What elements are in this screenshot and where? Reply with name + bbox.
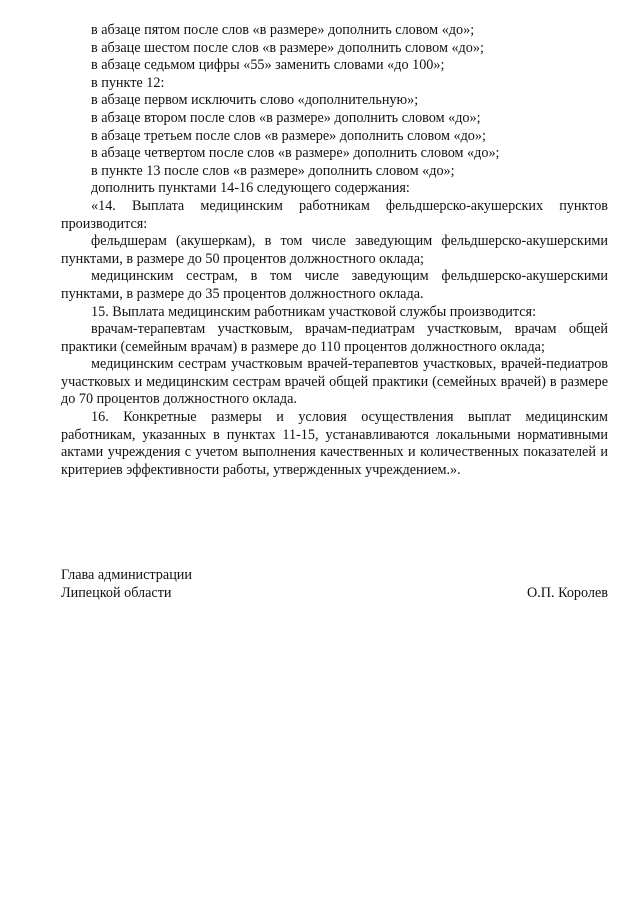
paragraph-10: дополнить пунктами 14-16 следующего содержания: xyxy=(91,180,410,197)
paragraph-4: в пункте 12: xyxy=(91,74,165,91)
paragraph-15: врачам-терапевтам участковым, врачам-педиатрам участковым, врачам общей практики (семейным врачам) в размере до 110 процентов должностного оклада; xyxy=(61,321,608,355)
signatory-title-line2: Липецкой области xyxy=(61,584,172,601)
paragraph-5: в абзаце первом исключить слово «дополнительную»; xyxy=(91,92,419,109)
document-body xyxy=(61,22,608,479)
paragraph-17: 16. Конкретные размеры и условия осуществления выплат медицинским работникам, указанных в пунктах 11-15, устанавливаются локальными нормативными актами учреждения с учетом выполнения качественных и количественных показателей и критериев эффективности работы, утвержденных учреждением.». xyxy=(61,409,608,478)
paragraph-8: в абзаце четвертом после слов «в размере» дополнить словом «до»; xyxy=(91,145,500,162)
paragraph-2: в абзаце шестом после слов «в размере» дополнить словом «до»; xyxy=(91,39,484,56)
paragraph-1: в абзаце пятом после слов «в размере» дополнить словом «до»; xyxy=(91,22,475,38)
paragraph-3: в абзаце седьмом цифры «55» заменить словами «до 100»; xyxy=(91,57,445,74)
paragraph-11: «14. Выплата медицинским работникам фельдшерско-акушерских пунктов производится: xyxy=(61,197,608,232)
paragraph-6: в абзаце втором после слов «в размере» дополнить словом «до»; xyxy=(91,109,481,126)
signatory-title-line1: Глава администрации xyxy=(61,567,192,583)
signatory-name: О.П. Королев xyxy=(526,584,608,601)
paragraph-14: 15. Выплата медицинским работникам участковой службы производится: xyxy=(91,303,537,320)
signature-block xyxy=(61,567,608,602)
paragraph-12: фельдшерам (акушеркам), в том числе заведующим фельдшерско-акушерскими пунктами, в размере до 50 процентов должностного оклада; xyxy=(61,233,608,267)
paragraph-7: в абзаце третьем после слов «в размере» дополнить словом «до»; xyxy=(91,127,486,144)
paragraph-9: в пункте 13 после слов «в размере» дополнить словом «до»; xyxy=(91,162,455,179)
paragraph-16: медицинским сестрам участковым врачей-терапевтов участковых, врачей-педиатров участковых и медицинским сестрам врачей общей практики (семейных врачей) в размере до 70 процентов должностного оклада. xyxy=(61,356,608,408)
paragraph-13: медицинским сестрам, в том числе заведующим фельдшерско-акушерскими пунктами, в размере до 35 процентов должностного оклада. xyxy=(61,268,608,302)
signature-row xyxy=(61,585,608,603)
